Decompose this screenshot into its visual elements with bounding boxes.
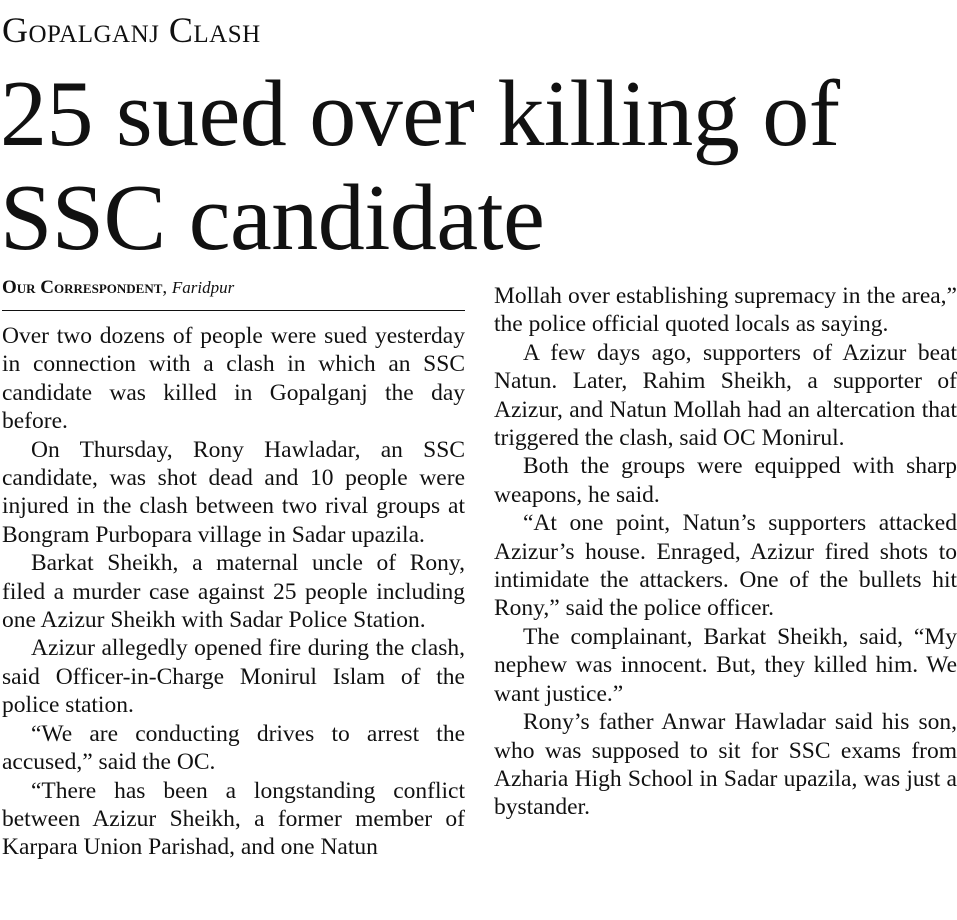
article-column-1 bbox=[2, 322, 465, 862]
byline-place: Faridpur bbox=[171, 278, 235, 297]
paragraph: “At one point, Natun’s supporters attacked Azizur’s house. Enraged, Azizur fired shots to intimidate the attackers. One of the bullets hit Rony,” said the police officer. bbox=[494, 510, 957, 622]
article-headline: 25 sued over killing of SSC candidate bbox=[0, 62, 840, 270]
byline-divider bbox=[2, 310, 465, 311]
article-column-2 bbox=[494, 282, 957, 822]
section-kicker: Gopalganj Clash bbox=[2, 10, 261, 50]
paragraph: Mollah over establishing supremacy in the area,” the police official quoted locals as saying. bbox=[494, 283, 957, 338]
paragraph: Barkat Sheikh, a maternal uncle of Rony, filed a murder case against 25 people including one Azizur Sheikh with Sadar Police Station. bbox=[2, 550, 465, 634]
paragraph: “We are conducting drives to arrest the accused,” said the OC. bbox=[2, 720, 465, 776]
byline-separator: , bbox=[162, 277, 172, 298]
paragraph: Azizur allegedly opened fire during the clash, said Officer-in-Charge Monirul Islam of the police station. bbox=[2, 635, 465, 719]
paragraph: Both the groups were equipped with sharp weapons, he said. bbox=[494, 453, 957, 508]
byline-author: Our Correspondent bbox=[2, 277, 163, 298]
byline bbox=[2, 277, 465, 299]
paragraph: Rony’s father Anwar Hawladar said his son, who was supposed to sit for SSC exams from Azharia High School in Sadar upazila, was just a bystander. bbox=[494, 709, 957, 821]
paragraph: On Thursday, Rony Hawladar, an SSC candidate, was shot dead and 10 people were injured in the clash between two rival groups at Bongram Purbopara village in Sadar upazila. bbox=[2, 436, 465, 548]
paragraph: Over two dozens of people were sued yesterday in connection with a clash in which an SSC candidate was killed in Gopalganj the day before. bbox=[2, 323, 465, 435]
paragraph: The complainant, Barkat Sheikh, said, “My nephew was innocent. But, they killed him. We want justice.” bbox=[494, 623, 957, 707]
paragraph: “There has been a longstanding conflict between Azizur Sheikh, a former member of Karpara Union Parishad, and one Natun bbox=[2, 777, 465, 861]
paragraph: A few days ago, supporters of Azizur beat Natun. Later, Rahim Sheikh, a supporter of Azizur, and Natun Mollah had an altercation that triggered the clash, said OC Monirul. bbox=[494, 339, 957, 452]
